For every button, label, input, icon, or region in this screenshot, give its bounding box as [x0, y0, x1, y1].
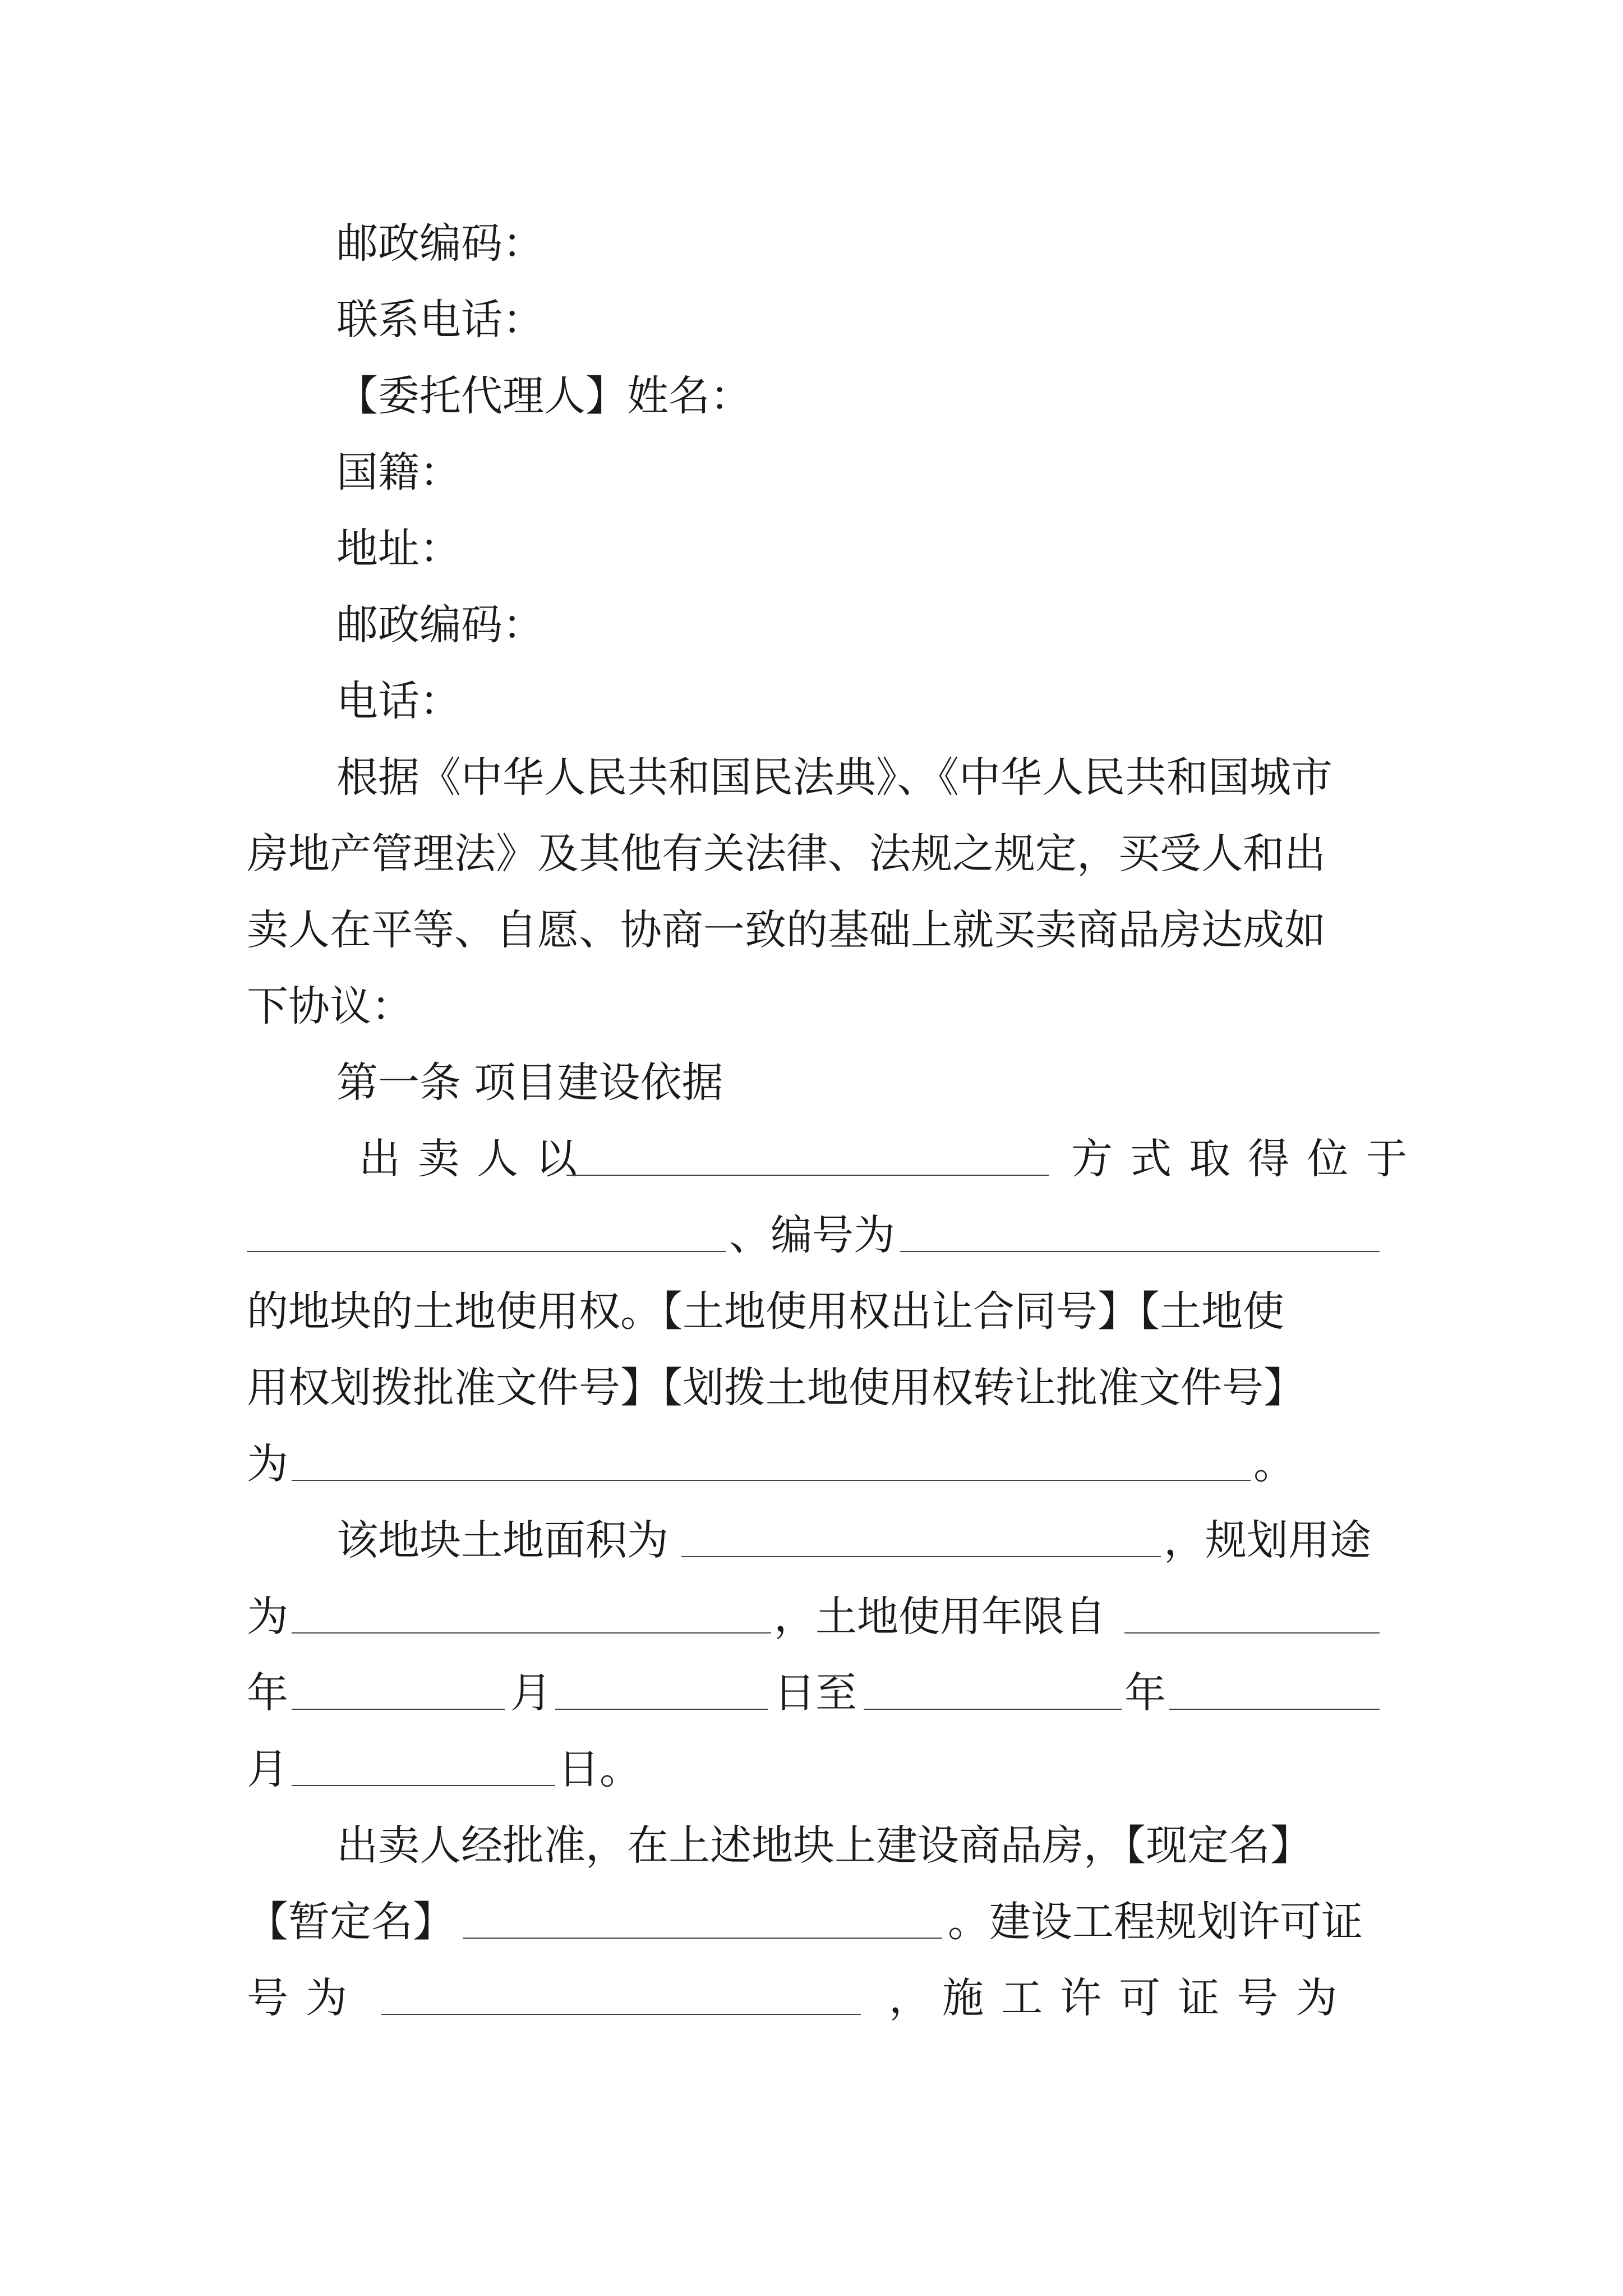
- intro-line-2: 房地产管理法》及其他有关法律、法规之规定，买受人和出: [247, 830, 1326, 878]
- year-label: 年: [247, 1669, 288, 1717]
- address-label: 地址：: [336, 524, 461, 573]
- location-blank: [247, 1251, 726, 1252]
- acquire-suffix: 方式取得位于: [1071, 1135, 1425, 1183]
- end-month-blank: [1169, 1709, 1380, 1710]
- construction-permit-label: 施工许可证号为: [942, 1974, 1355, 2022]
- period: 。: [1253, 1440, 1295, 1488]
- end-day-blank: [292, 1785, 555, 1786]
- number-blank: [900, 1251, 1380, 1252]
- comma: ，: [889, 1974, 930, 2022]
- number-label: 、编号为: [729, 1211, 895, 1259]
- intro-line-1: 根据《中华人民共和国民法典》、《中华人民共和国城市: [336, 753, 1332, 802]
- postal-code-label: 邮政编码：: [336, 219, 544, 268]
- land-area-label: 该地块土地面积为: [336, 1516, 668, 1565]
- acquire-method-blank: [566, 1175, 1049, 1176]
- approval-line: 出卖人经批准，在上述地块上建设商品房，【现定名】: [336, 1821, 1312, 1870]
- purpose-blank: [292, 1632, 771, 1634]
- permit-label: 。建设工程规划许可证: [948, 1898, 1363, 1946]
- month-blank: [555, 1709, 768, 1710]
- nationality-label: 国籍：: [336, 448, 461, 496]
- month-label: 月: [510, 1669, 552, 1717]
- day-to-label: 日至: [774, 1669, 857, 1717]
- is-label: 为: [247, 1440, 288, 1488]
- project-name-blank: [463, 1938, 942, 1939]
- month-label-2: 月: [247, 1745, 288, 1793]
- year-label-2: 年: [1124, 1669, 1166, 1717]
- term-start-blank: [1124, 1632, 1380, 1634]
- acquire-prefix: 出卖人以: [359, 1135, 595, 1183]
- planning-permit-blank: [381, 2014, 861, 2015]
- intro-line-4: 下协议：: [247, 982, 413, 1030]
- intro-line-3: 卖人在平等、自愿、协商一致的基础上就买卖商品房达成如: [247, 906, 1326, 954]
- day-end-label: 日。: [558, 1745, 641, 1793]
- land-area-blank: [681, 1556, 1161, 1557]
- end-year-blank: [864, 1709, 1122, 1710]
- contact-phone-label: 联系电话：: [336, 296, 544, 344]
- purpose-label: ，规划用途: [1164, 1516, 1371, 1565]
- land-right-line-2: 用权划拨批准文件号】【划拨土地使用权转让批准文件号】: [247, 1364, 1305, 1412]
- permit-no-prefix: 号为: [247, 1974, 365, 2022]
- article-one-title: 第一条 项目建设依据: [336, 1059, 723, 1107]
- is-label-2: 为: [247, 1593, 288, 1641]
- postal-code-label-2: 邮政编码：: [336, 601, 544, 649]
- phone-label: 电话：: [336, 677, 461, 725]
- term-label: ，土地使用年限自: [774, 1593, 1106, 1641]
- temp-name-label: 【暂定名】: [247, 1898, 454, 1946]
- year-blank: [292, 1709, 505, 1710]
- contract-no-blank: [292, 1480, 1251, 1481]
- agent-name-label: 【委托代理人】姓名：: [336, 372, 751, 420]
- land-right-line-1: 的地块的土地使用权。【土地使用权出让合同号】【土地使: [247, 1287, 1284, 1336]
